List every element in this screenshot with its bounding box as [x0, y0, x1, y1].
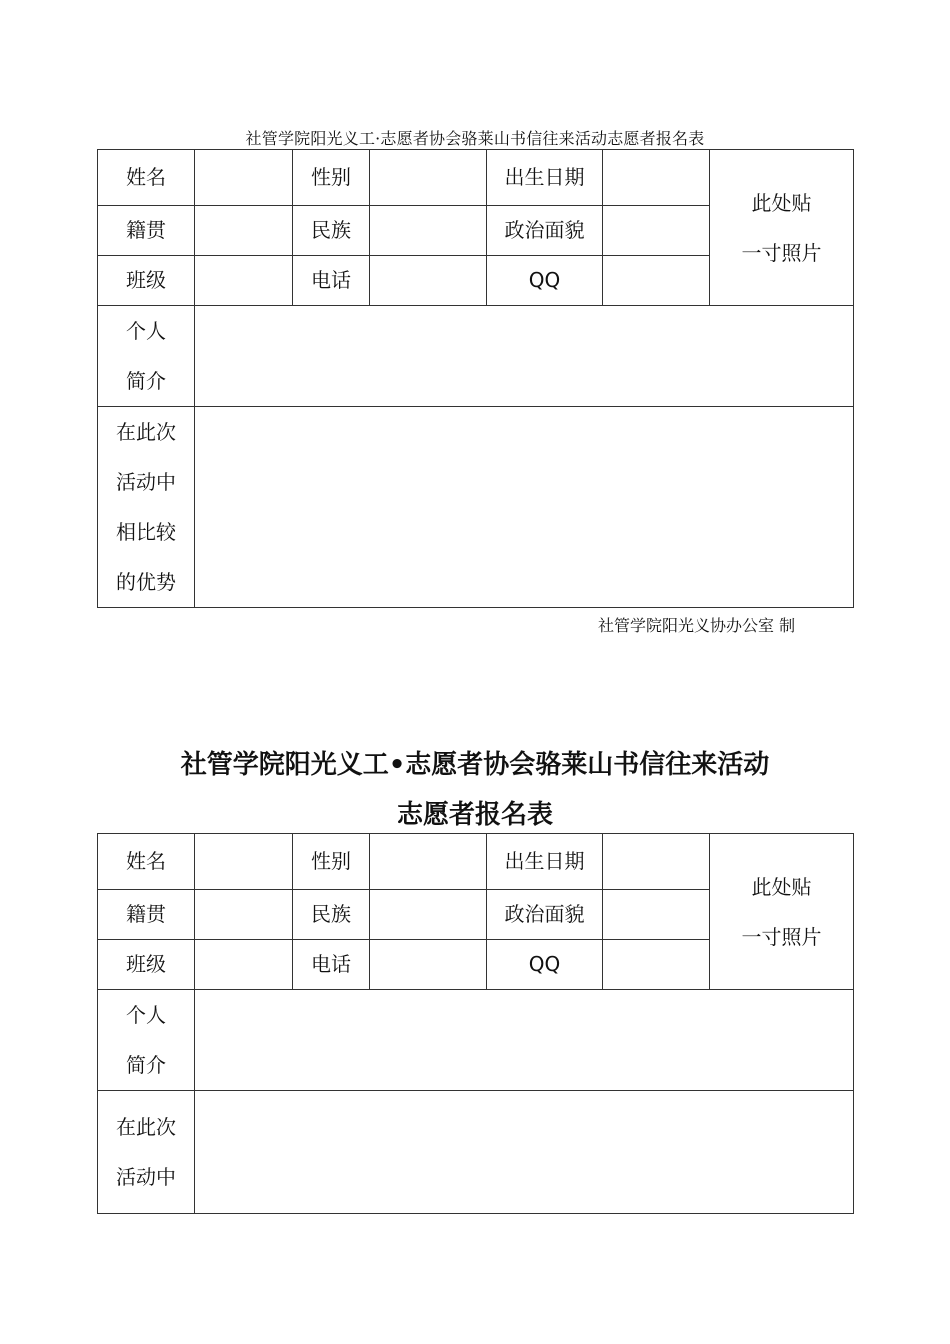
origin-field[interactable] — [195, 890, 293, 940]
photo-box[interactable] — [710, 834, 854, 990]
qq-field[interactable] — [603, 256, 710, 306]
gender-field[interactable] — [370, 150, 487, 206]
name-field[interactable] — [195, 834, 293, 890]
class-label: 班级 — [98, 256, 195, 306]
advantage-line-1: 在此次 — [116, 1115, 176, 1139]
ethnicity-field[interactable] — [370, 206, 487, 256]
photo-line-2: 一寸照片 — [741, 240, 822, 265]
footer-note: 社管学院阳光义协办公室 制 — [598, 616, 796, 635]
gender-field[interactable] — [370, 834, 487, 890]
advantage-label — [98, 407, 195, 608]
form2-title-line2: 志愿者报名表 — [396, 800, 553, 830]
form2-table — [97, 833, 854, 1214]
advantage-line-3: 相比较 — [116, 520, 176, 544]
birth-field[interactable] — [603, 834, 710, 890]
political-field[interactable] — [603, 206, 710, 256]
advantage-line-2: 活动中 — [116, 1165, 176, 1189]
photo-line-2: 一寸照片 — [741, 924, 822, 949]
photo-line-1: 此处贴 — [751, 874, 812, 899]
name-label: 姓名 — [98, 150, 195, 206]
form1-title: 社管学院阳光义工·志愿者协会骆莱山书信往来活动志愿者报名表 — [245, 129, 705, 148]
qq-label: QQ — [487, 256, 603, 306]
advantage-line-2: 活动中 — [116, 470, 176, 494]
advantage-label — [98, 1091, 195, 1214]
phone-label: 电话 — [293, 256, 370, 306]
intro-label — [98, 990, 195, 1091]
origin-label: 籍贯 — [98, 206, 195, 256]
origin-label: 籍贯 — [98, 890, 195, 940]
qq-field[interactable] — [603, 940, 710, 990]
name-field[interactable] — [195, 150, 293, 206]
class-field[interactable] — [195, 256, 293, 306]
political-field[interactable] — [603, 890, 710, 940]
photo-line-1: 此处贴 — [751, 190, 812, 215]
ethnicity-field[interactable] — [370, 890, 487, 940]
gender-label: 性别 — [293, 834, 370, 890]
birth-label: 出生日期 — [487, 150, 603, 206]
phone-field[interactable] — [370, 256, 487, 306]
political-label: 政治面貌 — [487, 206, 603, 256]
birth-field[interactable] — [603, 150, 710, 206]
gender-label: 性别 — [293, 150, 370, 206]
phone-label: 电话 — [293, 940, 370, 990]
intro-line-1: 个人 — [126, 319, 166, 343]
advantage-line-4: 的优势 — [116, 570, 176, 594]
political-label: 政治面貌 — [487, 890, 603, 940]
name-label: 姓名 — [98, 834, 195, 890]
origin-field[interactable] — [195, 206, 293, 256]
qq-label: QQ — [487, 940, 603, 990]
form2-title-line1: 社管学院阳光义工•志愿者协会骆莱山书信往来活动 — [180, 750, 770, 780]
intro-line-2: 简介 — [126, 369, 166, 393]
birth-label: 出生日期 — [487, 834, 603, 890]
form1-table — [97, 149, 854, 608]
intro-field[interactable] — [195, 990, 854, 1091]
class-label: 班级 — [98, 940, 195, 990]
photo-box[interactable] — [710, 150, 854, 306]
ethnicity-label: 民族 — [293, 206, 370, 256]
advantage-field[interactable] — [195, 407, 854, 608]
intro-line-2: 简介 — [126, 1053, 166, 1077]
advantage-field[interactable] — [195, 1091, 854, 1214]
class-field[interactable] — [195, 940, 293, 990]
phone-field[interactable] — [370, 940, 487, 990]
intro-line-1: 个人 — [126, 1003, 166, 1027]
ethnicity-label: 民族 — [293, 890, 370, 940]
intro-field[interactable] — [195, 306, 854, 407]
intro-label — [98, 306, 195, 407]
advantage-line-1: 在此次 — [116, 420, 176, 444]
